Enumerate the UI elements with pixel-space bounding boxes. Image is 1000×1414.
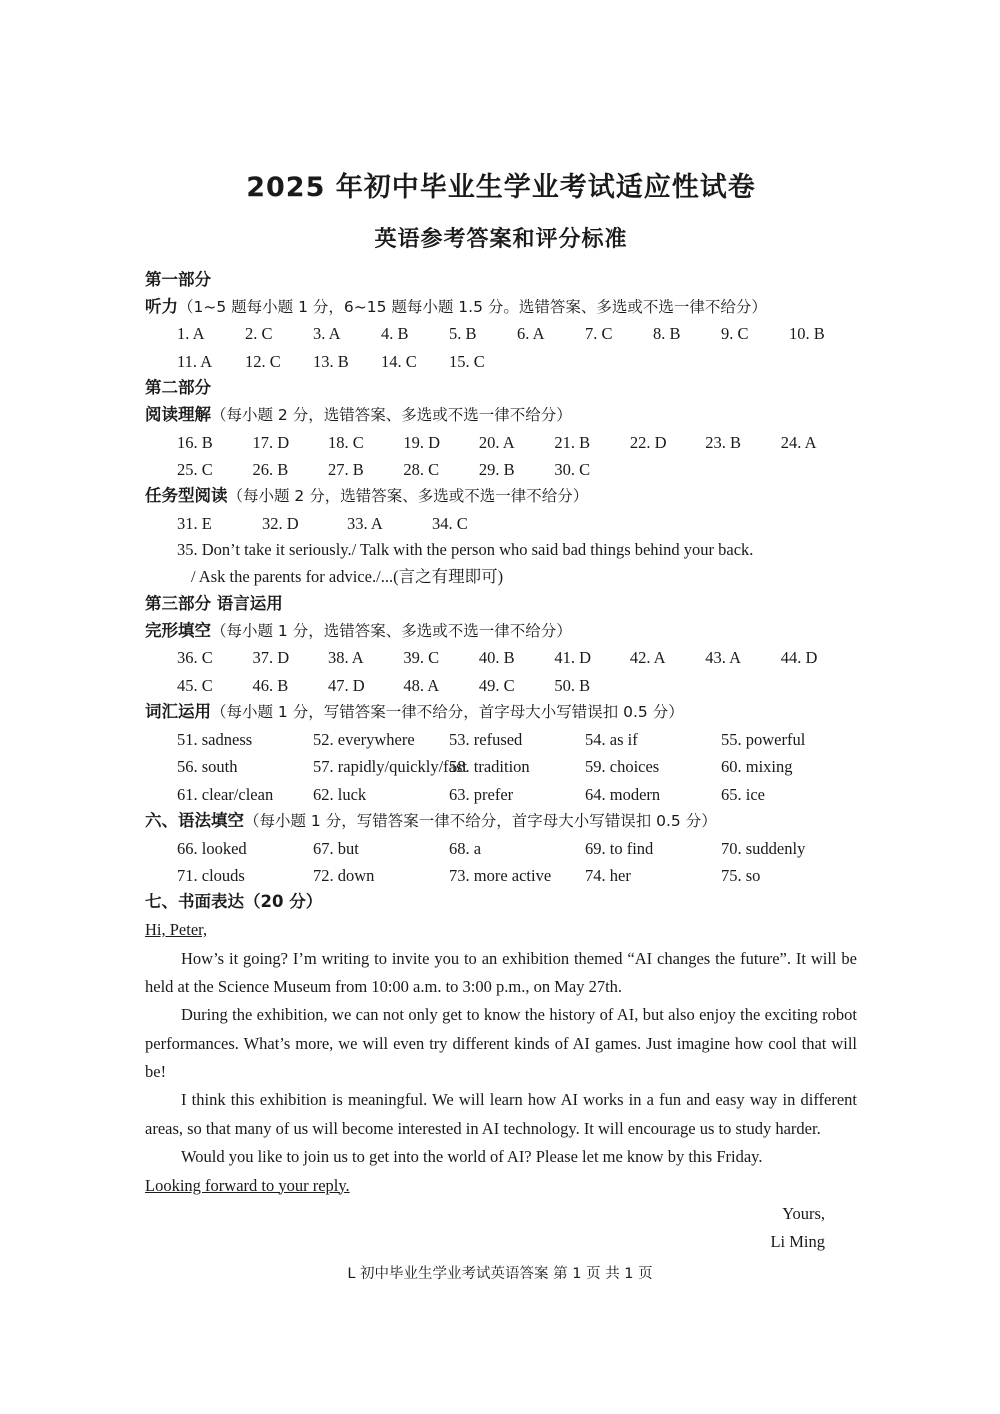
essay-sign-yours: Yours, (782, 1203, 825, 1223)
document-content (145, 165, 857, 1257)
answer-cell: 47. D (327, 675, 365, 695)
section-title-reading: 阅读理解 (145, 404, 211, 424)
answer-cell: 31. E (177, 514, 212, 534)
answer-row (145, 320, 857, 347)
section-heading-cloze (145, 618, 857, 645)
answer-cell: 9. C (721, 324, 749, 344)
answer-row (145, 429, 857, 456)
answer-cell: 48. A (403, 675, 440, 695)
page-footer: L 初中毕业生学业考试英语答案 第 1 页 共 1 页 (347, 1266, 653, 1282)
page-title: 2025 年初中毕业生学业考试适应性试卷 (246, 172, 756, 203)
answer-cell: 3. A (313, 324, 341, 344)
essay-body (145, 916, 857, 1200)
section-title-vocab: 词汇运用 (145, 702, 211, 722)
essay-paragraph: How’s it going? I’m writing to invite you to an exhibition themed “AI changes the future”. It will be held at the Science Museum from 10:00 a.m. to 3:00 p.m., on May 27th. (145, 948, 857, 996)
answer-cell: 56. south (177, 757, 238, 777)
answer-cell: 59. choices (585, 757, 660, 777)
answer-cell: 18. C (327, 432, 364, 452)
answer-cell: 11. A (177, 351, 213, 371)
answer-cell: 39. C (403, 648, 440, 668)
answer-cell: 44. D (780, 648, 818, 668)
section-title-task-reading: 任务型阅读 (145, 486, 228, 506)
part-label-3: 第三部分 语言运用 (145, 593, 283, 613)
answer-cell: 33. A (347, 514, 383, 534)
answer-cell: 5. B (449, 324, 477, 344)
answer-cell: 37. D (252, 648, 290, 668)
answer-cell: 36. C (177, 648, 213, 668)
answer-cell: 63. prefer (449, 784, 514, 804)
answer-cell: 1. A (177, 324, 205, 344)
section-heading-reading (145, 402, 857, 429)
answer-cell: 42. A (629, 648, 666, 668)
answer-row (145, 835, 857, 862)
answer-cell: 43. A (705, 648, 742, 668)
answer-cell: 20. A (478, 432, 515, 452)
answer-row (145, 726, 857, 753)
answer-cell: 62. luck (313, 784, 367, 804)
answer-cell: 22. D (629, 432, 667, 452)
essay-sign-name: Li Ming (770, 1232, 825, 1252)
answer-cell: 57. rapidly/quickly/fast (313, 757, 467, 777)
answer-cell: 8. B (653, 324, 681, 344)
section-title-grammar: 六、语法填空 (145, 810, 244, 830)
answer-cell: 53. refused (449, 729, 523, 749)
answer-cell: 23. B (705, 432, 742, 452)
answer-cell: 72. down (313, 866, 375, 886)
answer-cell: 2. C (245, 324, 273, 344)
essay-paragraph: During the exhibition, we can not only get to know the history of AI, but also enjoy the exciting robot performances. What’s more, we will even try different kinds of AI games. Just imagine how cool that will be! (145, 1005, 857, 1081)
answer-row (145, 862, 857, 889)
answer-cell: 50. B (554, 675, 591, 695)
answer-cell: 32. D (262, 514, 299, 534)
answer-cell: 25. C (177, 460, 213, 479)
answer-cell: 51. sadness (177, 729, 253, 749)
answer-cell: 68. a (449, 838, 482, 858)
answer-row (145, 456, 857, 483)
section-note-task-reading: （每小题 2 分，选错答案、多选或不选一律不给分） (227, 487, 589, 506)
answer-cell: 70. suddenly (721, 838, 806, 858)
part-label-1: 第一部分 (145, 270, 211, 289)
section-note-vocab: （每小题 1 分，写错答案一律不给分，首字母大小写错误扣 0.5 分） (211, 703, 684, 722)
answer-cell: 7. C (585, 324, 613, 344)
answer-cell: 30. C (554, 460, 591, 479)
answer-cell: 19. D (403, 432, 441, 452)
answer-cell: 60. mixing (721, 757, 793, 777)
answer-cell: 64. modern (585, 784, 661, 804)
answer-cell: 67. but (313, 838, 359, 858)
answer-cell: 46. B (252, 675, 289, 695)
answer-cell: 45. C (177, 675, 213, 695)
answer-cell: 26. B (252, 460, 289, 479)
answer-cell: 71. clouds (177, 866, 245, 886)
answer-cell: 12. C (245, 351, 281, 371)
section-note-listening: （1~5 题每小题 1 分，6~15 题每小题 1.5 分。选错答案、多选或不选一律不给分） (178, 297, 767, 316)
answer-cell: 52. everywhere (313, 729, 415, 749)
essay-greeting: Hi, Peter, (145, 920, 208, 940)
section-note-reading: （每小题 2 分，选错答案、多选或不选一律不给分） (211, 405, 572, 424)
answer-cell: 17. D (252, 432, 290, 452)
answer-cell: 73. more active (449, 866, 552, 886)
answer-cell: 10. B (789, 324, 825, 344)
answer-cell: 58. tradition (449, 757, 530, 777)
answer-row (145, 781, 857, 808)
answer-cell: 27. B (327, 460, 364, 479)
answer-cell: 55. powerful (721, 729, 806, 749)
answer-cell: 41. D (554, 648, 592, 668)
answer-cell: 15. C (449, 351, 485, 371)
answer-cell: 29. B (478, 460, 515, 479)
answer-cell: 74. her (585, 866, 631, 886)
section-note-grammar: （每小题 1 分，写错答案一律不给分，首字母大小写错误扣 0.5 分） (244, 811, 717, 830)
section-note-cloze: （每小题 1 分，选错答案、多选或不选一律不给分） (211, 621, 572, 640)
answer-row (145, 644, 857, 671)
answer-35-line2: / Ask the parents for advice./...(言之有理即可) (191, 567, 504, 587)
answer-cell: 75. so (721, 866, 761, 886)
answer-cell: 34. C (432, 514, 468, 534)
answer-row (145, 672, 857, 699)
answer-cell: 4. B (381, 324, 409, 344)
answer-cell: 24. A (780, 432, 817, 452)
answer-cell: 6. A (517, 324, 545, 344)
section-heading-task-reading (145, 483, 857, 510)
answer-cell: 61. clear/clean (177, 784, 274, 804)
section-heading-grammar (145, 808, 857, 835)
answer-row (145, 348, 857, 375)
answer-cell: 65. ice (721, 784, 765, 804)
answer-cell: 49. C (478, 675, 515, 695)
section-heading-listening (145, 294, 857, 321)
answer-row (145, 510, 857, 537)
section-heading-writing: 七、书面表达（20 分） (145, 892, 323, 912)
section-title-listening: 听力 (145, 296, 178, 316)
section-heading-vocab (145, 699, 857, 726)
answer-cell: 21. B (554, 432, 591, 452)
essay-closing: Looking forward to your reply. (145, 1175, 350, 1195)
essay-paragraph: Would you like to join us to get into the world of AI? Please let me know by this Friday. (181, 1147, 763, 1167)
answer-cell: 54. as if (585, 729, 638, 749)
answer-cell: 40. B (478, 648, 515, 668)
answer-cell: 13. B (313, 351, 349, 371)
answer-cell: 69. to find (585, 838, 654, 858)
answer-35-line1: 35. Don’t take it seriously./ Talk with the person who said bad things behind your back. (177, 540, 754, 560)
section-title-cloze: 完形填空 (145, 620, 211, 640)
essay-paragraph: I think this exhibition is meaningful. We will learn how AI works in a fun and easy way in different areas, so that many of us will become interested in AI technology. It will encourage us to study harder. (145, 1090, 857, 1138)
page-subtitle: 英语参考答案和评分标准 (374, 227, 628, 252)
answer-cell: 66. looked (177, 838, 247, 858)
answer-row (145, 753, 857, 780)
answer-cell: 16. B (177, 432, 213, 452)
answer-cell: 28. C (403, 460, 440, 479)
answer-cell: 14. C (381, 351, 417, 371)
part-label-2: 第二部分 (145, 378, 211, 398)
answer-cell: 38. A (327, 648, 364, 668)
